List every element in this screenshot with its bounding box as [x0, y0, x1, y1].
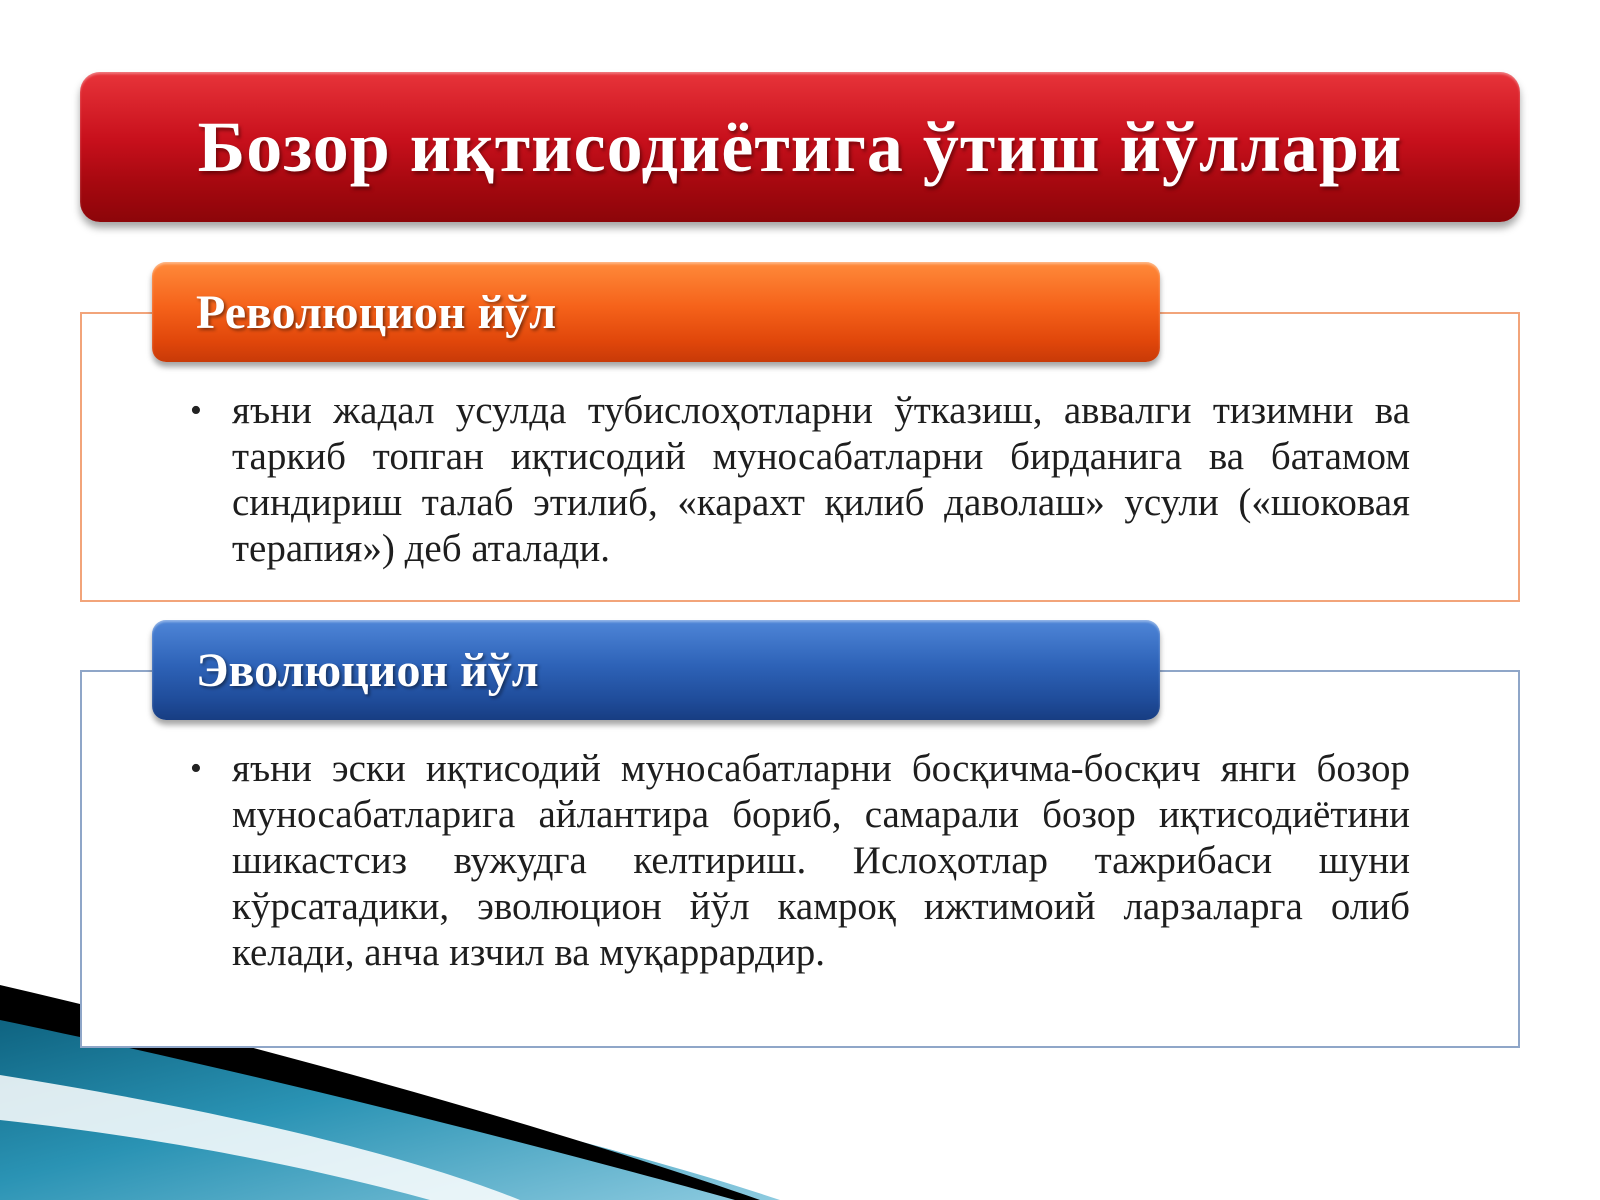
revolutionary-bullet-item	[190, 388, 1410, 572]
evolutionary-header	[152, 620, 1160, 720]
evolutionary-bullet-item	[190, 746, 1410, 976]
title-banner	[80, 72, 1520, 222]
evolutionary-bullet-text: яъни эски иқтисодий муносабатларни босқичма-босқич янги бозор муносабатларига айлантира бориб, самарали бозор иқтисодиётини шикастсиз вужудга келтириш. Ислоҳотлар тажрибаси шуни кўрсатадики, эволюцион йўл камроқ ижтимоий ларзаларга олиб келади, анча изчил ва муқаррардир.	[232, 747, 1410, 974]
slide-title: Бозор иқтисодиётига ўтиш йўллари	[197, 106, 1403, 187]
revolutionary-header	[152, 262, 1160, 362]
revolutionary-bullet-text: яъни жадал усулда тубислоҳотларни ўтказиш, аввалги тизимни ва таркиб топган иқтисодий муносабатларни бирданига ва батамом синдириш талаб этилиб, «карахт қилиб даволаш» усули («шоковая терапия») деб аталади.	[232, 389, 1410, 570]
bullet-dot-icon: •	[190, 750, 202, 787]
bullet-dot-icon: •	[190, 392, 202, 429]
revolutionary-heading: Революцион йўл	[196, 285, 557, 339]
evolutionary-heading: Эволюцион йўл	[196, 643, 539, 697]
